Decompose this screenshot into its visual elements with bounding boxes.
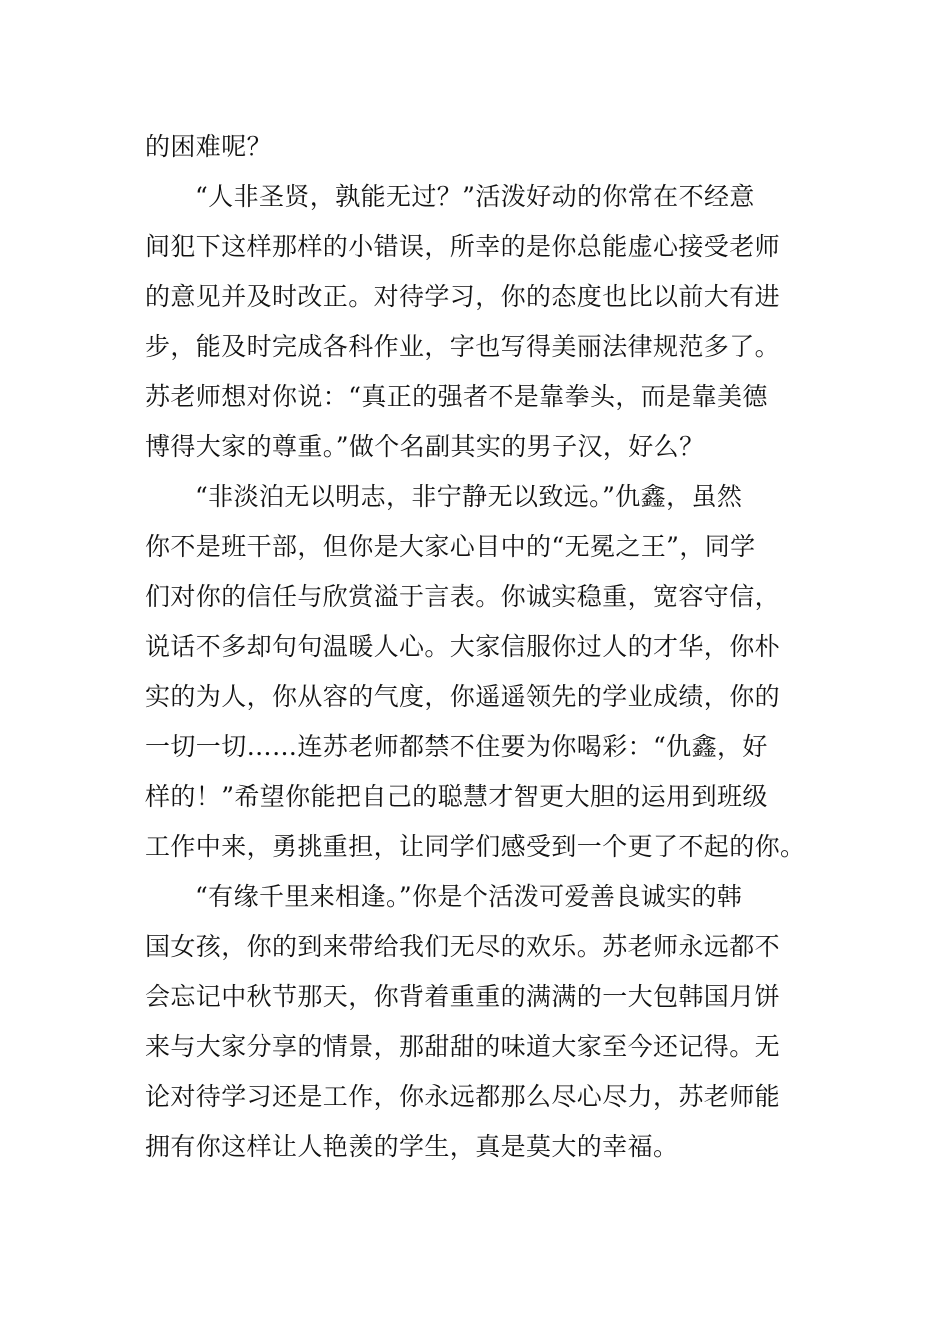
text-line-5: 步，能及时完成各科作业，字也写得美丽法律规范多了。: [145, 332, 781, 361]
text-line-8: “非淡泊无以明志，非宁静无以致远。”仇鑫，虽然: [195, 482, 743, 511]
text-line-9: 你不是班干部，但你是大家心目中的“无冕之王”，同学: [145, 532, 756, 561]
text-line-15: 工作中来，勇挑重担，让同学们感受到一个更了不起的你。: [145, 832, 806, 861]
text-line-2: “人非圣贤，孰能无过？”活泼好动的你常在不经意: [195, 182, 755, 211]
text-line-12: 实的为人，你从容的气度，你遥遥领先的学业成绩，你的: [145, 682, 781, 711]
text-line-20: 论对待学习还是工作，你永远都那么尽心尽力，苏老师能: [145, 1082, 781, 1111]
text-line-16: “有缘千里来相逢。”你是个活泼可爱善良诚实的韩: [195, 882, 743, 911]
text-line-14: 样的！”希望你能把自己的聪慧才智更大胆的运用到班级: [145, 782, 768, 811]
text-line-19: 来与大家分享的情景，那甜甜的味道大家至今还记得。无: [145, 1032, 781, 1061]
text-line-11: 说话不多却句句温暖人心。大家信服你过人的才华，你朴: [145, 632, 781, 661]
text-line-4: 的意见并及时改正。对待学习，你的态度也比以前大有进: [145, 282, 781, 311]
text-line-10: 们对你的信任与欣赏溢于言表。你诚实稳重，宽容守信，: [145, 582, 781, 611]
text-line-6: 苏老师想对你说：“真正的强者不是靠拳头，而是靠美德: [145, 382, 768, 411]
text-line-21: 拥有你这样让人艳羡的学生，真是莫大的幸福。: [145, 1132, 679, 1161]
text-line-17: 国女孩，你的到来带给我们无尽的欢乐。苏老师永远都不: [145, 932, 781, 961]
text-line-7: 博得大家的尊重。”做个名副其实的男子汉，好么？: [145, 432, 705, 461]
text-line-13: 一切一切……连苏老师都禁不住要为你喝彩：“仇鑫，好: [145, 732, 768, 761]
text-line-1: 的困难呢？: [145, 132, 273, 161]
text-line-18: 会忘记中秋节那天，你背着重重的满满的一大包韩国月饼: [145, 982, 781, 1011]
text-line-3: 间犯下这样那样的小错误，所幸的是你总能虚心接受老师: [145, 232, 781, 261]
